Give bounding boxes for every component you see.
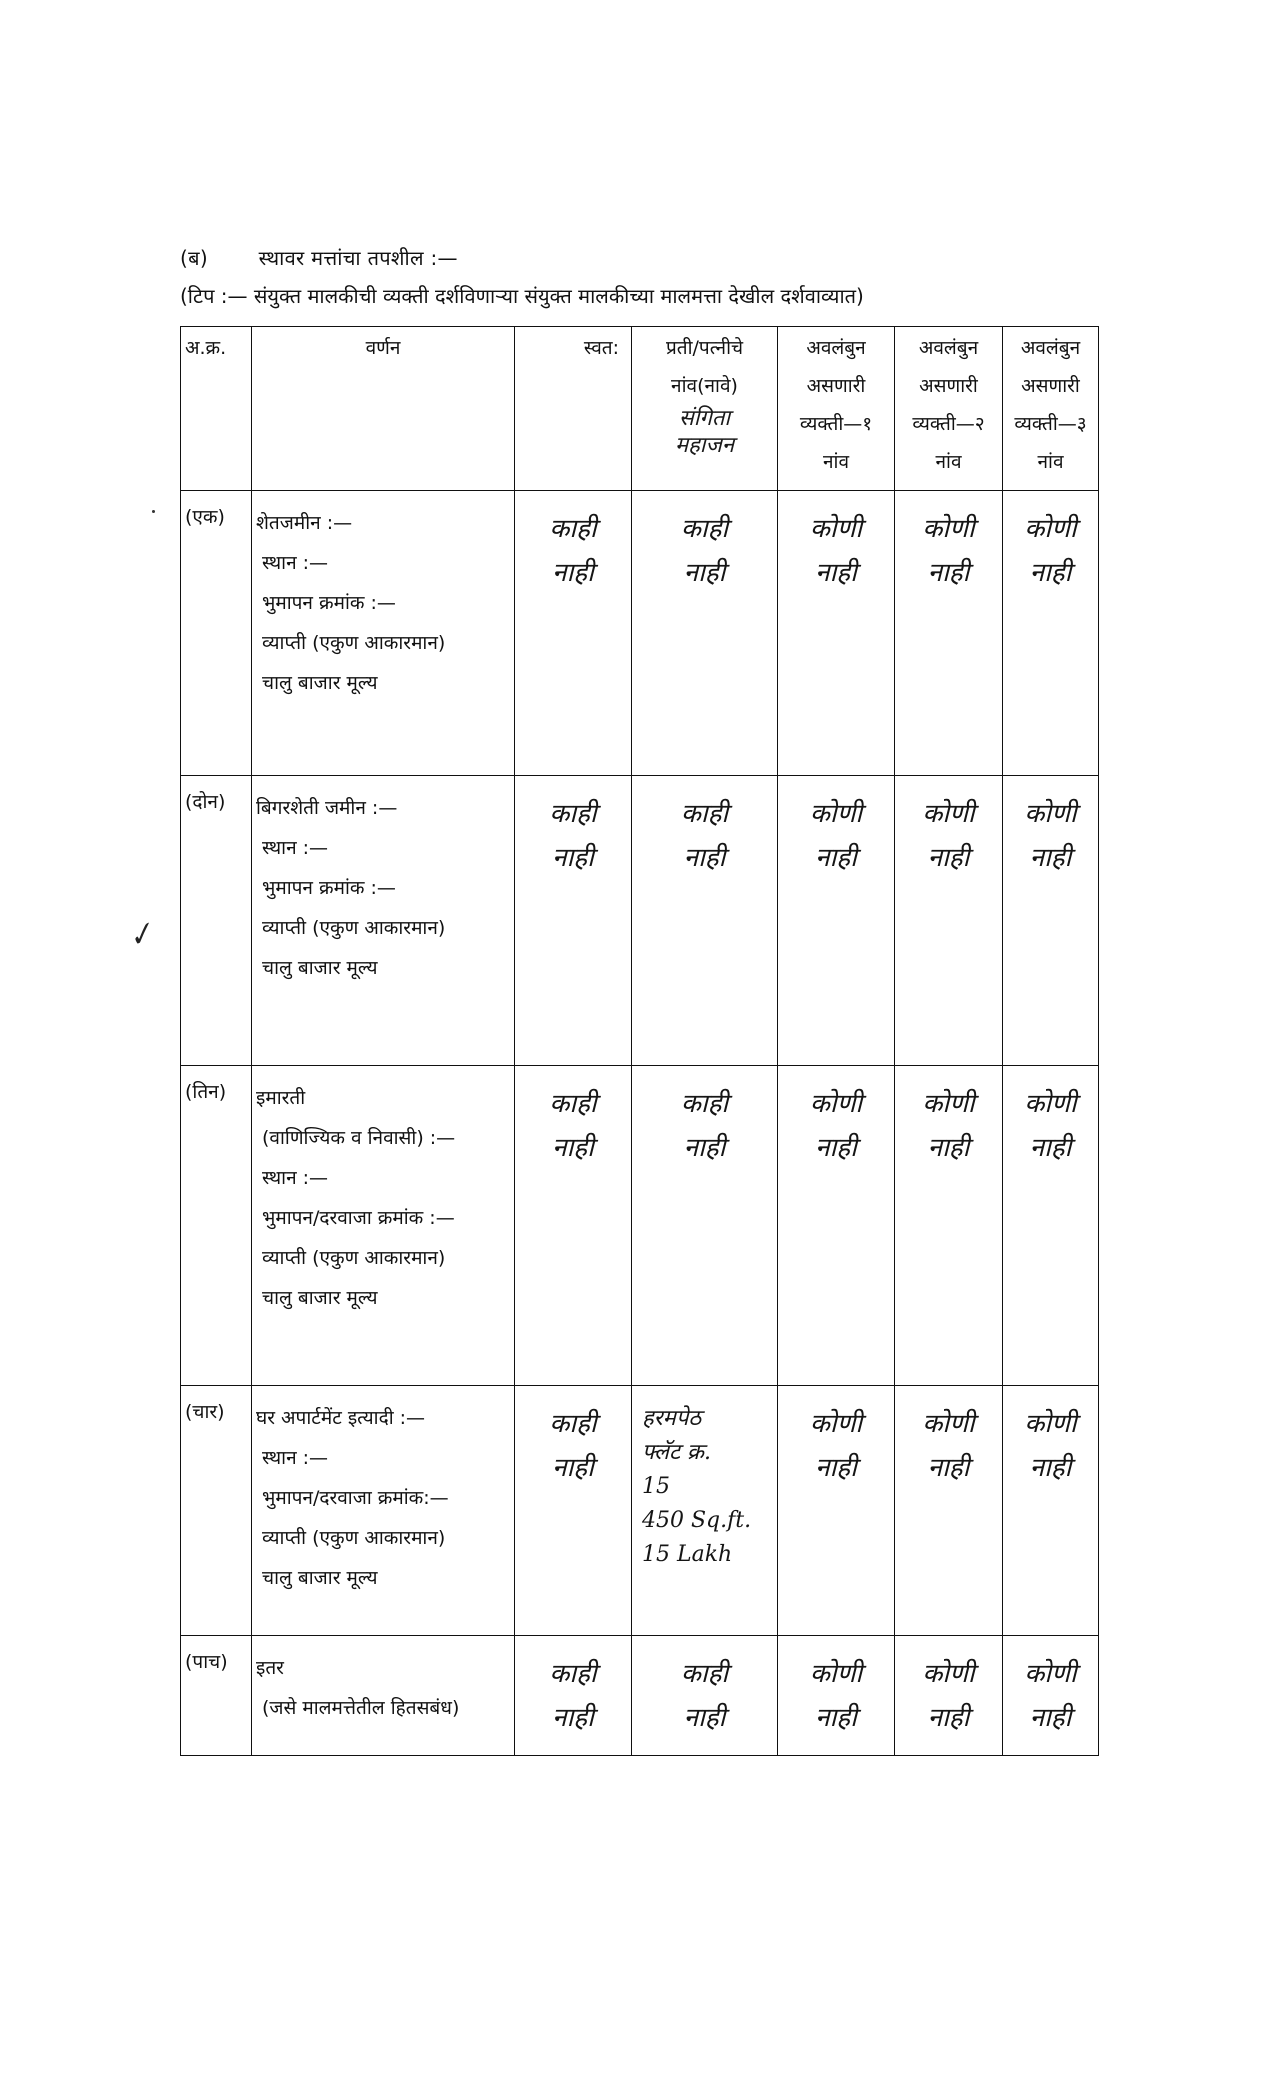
handwritten-entry: कोणी [809,1089,863,1119]
handwritten-entry: कोणी [922,1659,975,1689]
handwritten-entry: नाही [815,1133,857,1163]
header-serial: अ.क्र. [181,327,252,491]
header-dep3-line2: असणारी [1021,375,1080,397]
description-line: (जसे मालमत्तेतील हितसबंध) [262,1697,460,1719]
row-serial: (दोन) [181,776,252,1066]
handwritten-entry: काही [680,514,729,544]
description-line: (वाणिज्यिक व निवासी) :— [262,1127,456,1149]
header-dep2-line4: नांव [935,451,962,473]
handwritten-entry: नाही [927,1133,970,1163]
handwritten-entry: नाही [683,1703,726,1733]
description-line: व्याप्ती (एकुण आकारमान) [262,917,446,939]
handwritten-entry: नाही [815,843,857,873]
handwritten-entry: नाही [927,558,970,588]
handwritten-entry: कोणी [809,1409,863,1439]
handwritten-entry: काही [549,1089,597,1119]
description-line: स्थान :— [262,552,329,574]
header-dependent-2 [895,327,1003,491]
table-row [181,776,1099,1066]
handwritten-entry: नाही [1029,1703,1072,1733]
description-line: स्थान :— [262,1447,329,1469]
header-dep1-line3: व्यक्ती—१ [799,413,873,435]
row-dep1-value [778,776,895,1066]
header-dep1-line1: अवलंबुन [806,337,866,359]
handwritten-entry: काही [549,514,597,544]
row-dep3-value [1003,1066,1099,1386]
margin-initial-mark: ✓ [122,914,159,957]
table-row [181,1066,1099,1386]
header-dep3-line4: नांव [1037,451,1064,473]
description-line: चालु बाजार मूल्य [262,957,378,979]
row-description [252,776,515,1066]
handwritten-entry: नाही [927,1453,970,1483]
header-self: स्वत: [515,327,632,491]
section-heading [180,244,458,271]
handwritten-entry: नाही [552,843,594,873]
handwritten-entry: 450 Sq.ft. [642,1508,752,1533]
section-note: (टिप :— संयुक्त मालकीची व्यक्ती दर्शविणाऱ्या संयुक्त मालकीच्या मालमत्ता देखील दर्शवाव्यात) [180,284,864,308]
row-dep2-value [895,1636,1003,1756]
handwritten-entry: कोणी [922,1409,975,1439]
row-dep1-value [778,1636,895,1756]
handwritten-entry: काही [549,1659,597,1689]
handwritten-entry: कोणी [1024,514,1077,544]
row-self-value [515,776,632,1066]
row-dep3-value [1003,776,1099,1066]
handwritten-entry: नाही [927,843,970,873]
header-dep2-line3: व्यक्ती—२ [912,413,985,435]
handwritten-entry: नाही [683,1133,726,1163]
description-line: स्थान :— [262,1167,329,1189]
row-spouse-value [632,491,778,776]
spouse-name-handwritten-2: महाजन [674,433,735,458]
row-description [252,1386,515,1636]
header-dependent-1 [778,327,895,491]
description-line: भुमापन क्रमांक :— [262,592,396,614]
row-spouse-value [632,1066,778,1386]
handwritten-entry: काही [680,1089,729,1119]
handwritten-entry: कोणी [809,1659,863,1689]
description-line: स्थान :— [262,837,329,859]
row-serial: (एक) [181,491,252,776]
handwritten-entry: फ्लॅट क्र. [642,1440,711,1465]
handwritten-entry: नाही [683,843,726,873]
handwritten-entry: कोणी [922,1089,975,1119]
description-line: इमारती [256,1087,306,1109]
section-number: (ब) [180,246,208,270]
row-spouse-value [632,1636,778,1756]
header-spouse [632,327,778,491]
row-description [252,1066,515,1386]
header-dependent-3 [1003,327,1099,491]
header-dep2-line2: असणारी [919,375,978,397]
row-dep2-value [895,1386,1003,1636]
row-description [252,1636,515,1756]
row-self-value [515,1636,632,1756]
description-line: चालु बाजार मूल्य [262,1567,378,1589]
handwritten-entry: नाही [815,558,857,588]
handwritten-entry: नाही [1029,1453,1072,1483]
header-spouse-line1: प्रती/पत्नीचे [665,337,744,359]
handwritten-entry: हरमपेठ [642,1406,702,1431]
row-serial: (पाच) [181,1636,252,1756]
row-self-value [515,1066,632,1386]
handwritten-entry: नाही [1029,1133,1072,1163]
description-line: भुमापन/दरवाजा क्रमांक:— [262,1487,449,1509]
table-row [181,491,1099,776]
section-title: स्थावर मत्तांचा तपशील :— [258,246,458,270]
header-dep3-line1: अवलंबुन [1020,337,1081,359]
handwritten-entry: काही [549,1409,597,1439]
handwritten-entry: काही [549,799,597,829]
header-dep3-line3: व्यक्ती—३ [1014,413,1087,435]
handwritten-entry: नाही [552,1133,594,1163]
handwritten-entry: कोणी [922,799,975,829]
stray-mark [152,510,155,513]
description-line: शेतजमीन :— [256,512,353,534]
description-line: भुमापन/दरवाजा क्रमांक :— [262,1207,455,1229]
description-line: चालु बाजार मूल्य [262,1287,378,1309]
row-spouse-value [632,1386,778,1636]
row-dep3-value [1003,1386,1099,1636]
handwritten-entry: कोणी [1024,1409,1077,1439]
row-dep2-value [895,491,1003,776]
header-dep1-line2: असणारी [806,375,866,397]
handwritten-entry: नाही [683,558,726,588]
row-description [252,491,515,776]
handwritten-entry: कोणी [1024,1089,1077,1119]
description-line: भुमापन क्रमांक :— [262,877,396,899]
row-self-value [515,491,632,776]
handwritten-entry: काही [680,1659,729,1689]
description-line: व्याप्ती (एकुण आकारमान) [262,1247,446,1269]
handwritten-entry: कोणी [809,514,863,544]
immovable-assets-table [180,326,1099,1756]
row-dep2-value [895,1066,1003,1386]
row-dep1-value [778,1066,895,1386]
row-serial: (चार) [181,1386,252,1636]
handwritten-entry: नाही [1029,843,1072,873]
row-dep1-value [778,1386,895,1636]
row-spouse-value [632,776,778,1066]
handwritten-entry: कोणी [1024,799,1077,829]
header-spouse-line2: नांव(नावे) [671,375,738,397]
row-dep3-value [1003,1636,1099,1756]
handwritten-entry: नाही [815,1703,857,1733]
handwritten-entry: 15 Lakh [642,1542,733,1567]
handwritten-entry: नाही [552,1453,594,1483]
row-self-value [515,1386,632,1636]
spouse-name-handwritten-1: संगिता [678,406,731,431]
handwritten-entry: काही [680,799,729,829]
header-description: वर्णन [252,327,515,491]
handwritten-entry: 15 [642,1474,670,1499]
row-serial: (तिन) [181,1066,252,1386]
handwritten-entry: नाही [815,1453,857,1483]
row-dep1-value [778,491,895,776]
handwritten-entry: कोणी [922,514,975,544]
header-dep2-line1: अवलंबुन [918,337,979,359]
handwritten-entry: नाही [552,1703,594,1733]
table-row [181,1636,1099,1756]
handwritten-entry: नाही [927,1703,970,1733]
handwritten-entry: कोणी [1024,1659,1077,1689]
description-line: घर अपार्टमेंट इत्यादी :— [256,1407,426,1429]
header-dep1-line4: नांव [822,451,850,473]
row-dep2-value [895,776,1003,1066]
table-header-row [181,327,1099,491]
description-line: बिगरशेती जमीन :— [256,797,398,819]
handwritten-entry: नाही [552,558,594,588]
description-line: इतर [256,1657,284,1679]
handwritten-entry: कोणी [809,799,863,829]
handwritten-entry: नाही [1029,558,1072,588]
table-row [181,1386,1099,1636]
description-line: व्याप्ती (एकुण आकारमान) [262,632,446,654]
description-line: व्याप्ती (एकुण आकारमान) [262,1527,446,1549]
row-dep3-value [1003,491,1099,776]
description-line: चालु बाजार मूल्य [262,672,378,694]
